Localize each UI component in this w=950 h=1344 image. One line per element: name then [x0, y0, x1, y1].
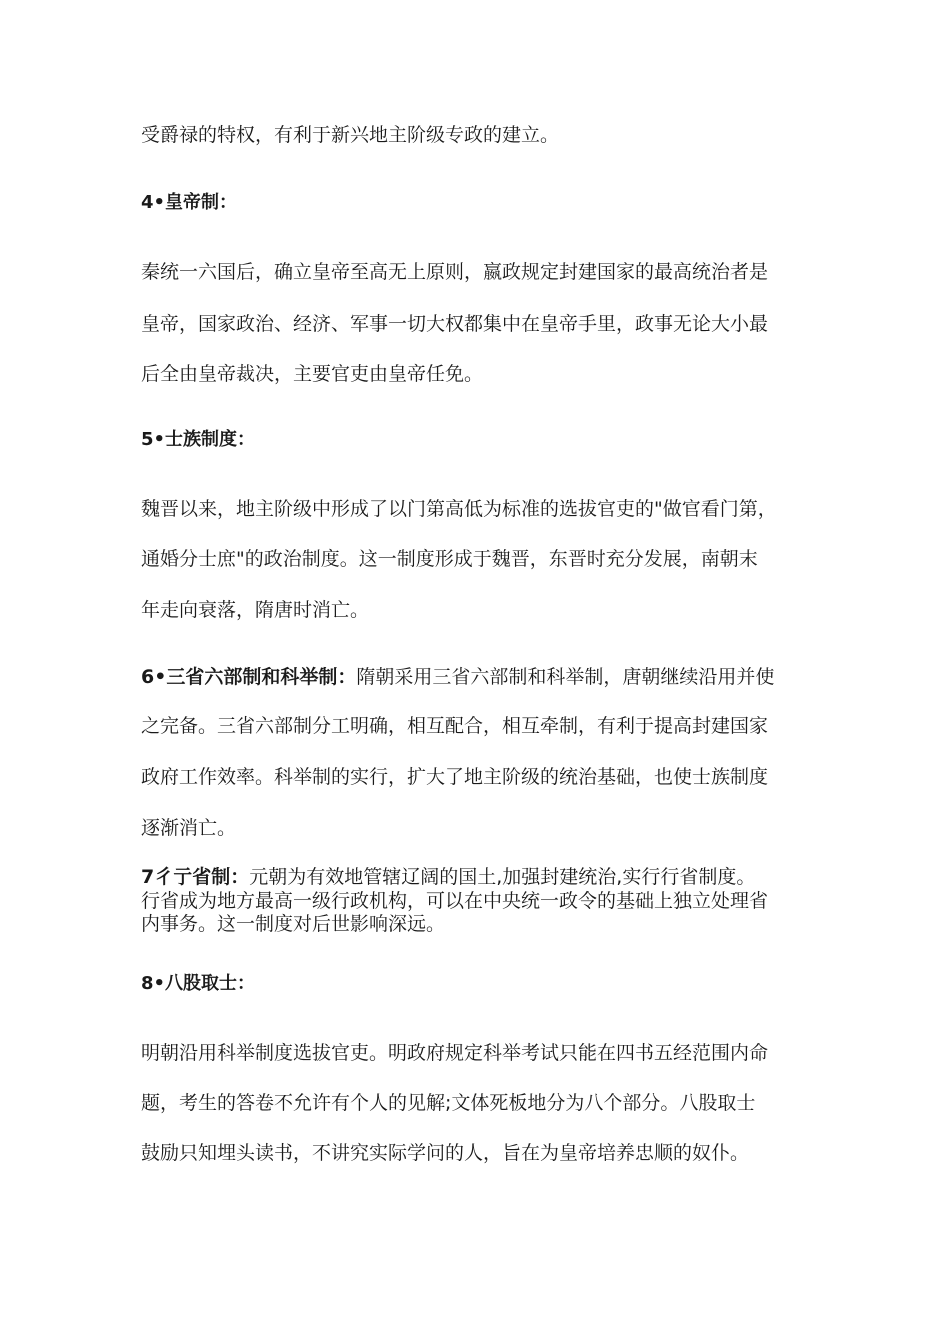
section-heading-emperor-system: 4•皇帝制： [141, 192, 238, 213]
paragraph-line [141, 665, 821, 689]
paragraph-line: 后全由皇帝裁决，主要官吏由皇帝任免。 [141, 363, 484, 385]
paragraph-line: 年走向衰落，隋唐时消亡。 [141, 599, 370, 621]
section-heading-gentry-system: 5•士族制度： [141, 429, 256, 450]
paragraph-line [141, 865, 821, 889]
paragraph-line: 明朝沿用科举制度选拔官吏。明政府规定科举考试只能在四书五经范围内命 [141, 1042, 769, 1064]
section-heading-three-departments: 6•三省六部制和科举制： [141, 666, 357, 688]
paragraph-line: 通婚分士庶"的政治制度。这一制度形成于魏晋，东晋时充分发展，南朝末 [141, 548, 758, 570]
paragraph-line: 秦统一六国后，确立皇帝至高无上原则，嬴政规定封建国家的最高统治者是 [141, 261, 769, 283]
paragraph-line: 之完备。三省六部制分工明确，相互配合，相互牵制，有利于提高封建国家 [141, 715, 769, 737]
paragraph-text: 隋朝采用三省六部制和科举制，唐朝继续沿用并使 [356, 666, 775, 688]
section-heading-province-system: 7彳亍省制： [141, 866, 250, 888]
paragraph-line: 逐渐消亡。 [141, 817, 237, 839]
paragraph-line: 政府工作效率。科举制的实行，扩大了地主阶级的统治基础，也使士族制度 [141, 766, 769, 788]
paragraph-line: 鼓励只知埋头读书，不讲究实际学问的人，旨在为皇帝培养忠顺的奴仆。 [141, 1142, 750, 1164]
paragraph-text: 元朝为有效地管辖辽阔的国土,加强封建统治,实行行省制度。 [249, 866, 756, 888]
paragraph-line: 魏晋以来，地主阶级中形成了以门第高低为标准的选拔官吏的"做官看门第， [141, 498, 777, 520]
section-heading-eight-legged-essay: 8•八股取士： [141, 973, 256, 994]
paragraph-line: 题，考生的答卷不允许有个人的见解;文体死板地分为八个部分。八股取士 [141, 1092, 756, 1114]
paragraph-line: 受爵禄的特权，有利于新兴地主阶级专政的建立。 [141, 124, 560, 146]
paragraph-line: 皇帝，国家政治、经济、军事一切大权都集中在皇帝手里，政事无论大小最 [141, 313, 769, 335]
paragraph-line: 行省成为地方最高一级行政机构，可以在中央统一政令的基础上独立处理省 [141, 890, 769, 912]
paragraph-line: 内事务。这一制度对后世影响深远。 [141, 913, 446, 935]
